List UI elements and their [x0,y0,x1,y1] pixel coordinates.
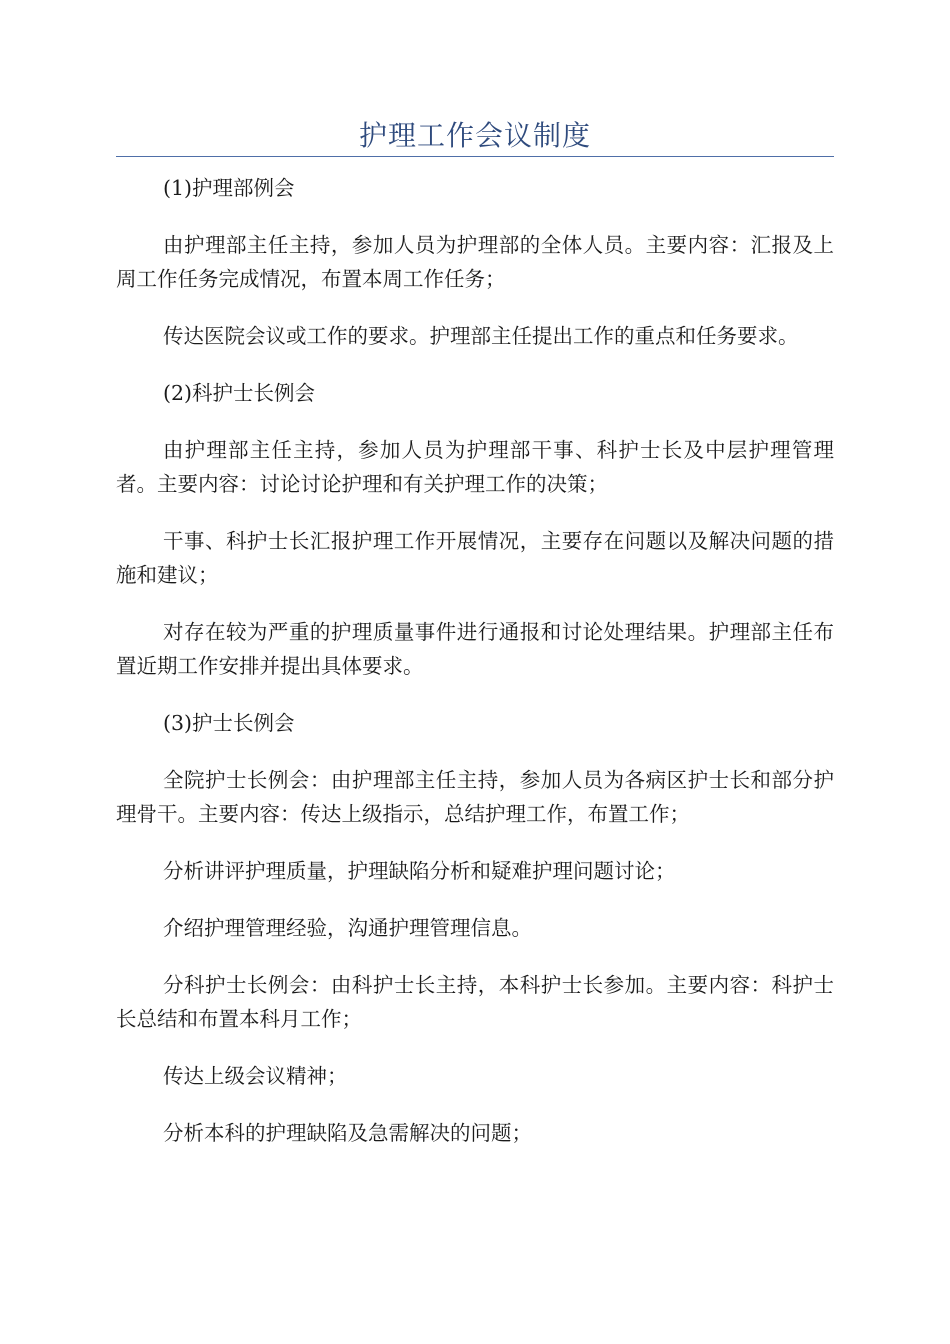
paragraph: 由护理部主任主持，参加人员为护理部干事、科护士长及中层护理管理者。主要内容：讨论讨论护理和有关护理工作的决策； [116,438,834,496]
paragraph: 分科护士长例会：由科护士长主持，本科护士长参加。主要内容：科护士长总结和布置本科月工作； [116,973,834,1031]
section-heading-3: (3)护士长例会 [163,711,295,735]
section-heading-1: (1)护理部例会 [163,176,295,200]
paragraph: 由护理部主任主持，参加人员为护理部的全体人员。主要内容：汇报及上周工作任务完成情况，布置本周工作任务； [116,233,834,291]
paragraph: 对存在较为严重的护理质量事件进行通报和讨论处理结果。护理部主任布置近期工作安排并提出具体要求。 [116,620,834,678]
paragraph: 全院护士长例会：由护理部主任主持，参加人员为各病区护士长和部分护理骨干。主要内容：传达上级指示，总结护理工作，布置工作； [116,768,834,826]
paragraph: 分析讲评护理质量，护理缺陷分析和疑难护理问题讨论； [163,859,676,883]
paragraph: 分析本科的护理缺陷及急需解决的问题； [163,1121,532,1145]
document-title: 护理工作会议制度 [358,119,591,152]
paragraph: 传达上级会议精神； [163,1064,348,1088]
paragraph: 干事、科护士长汇报护理工作开展情况，主要存在问题以及解决问题的措施和建议； [116,529,834,587]
paragraph: 介绍护理管理经验，沟通护理管理信息。 [163,916,532,940]
document-body [116,171,834,1150]
section-heading-2: (2)科护士长例会 [163,381,316,405]
paragraph: 传达医院会议或工作的要求。护理部主任提出工作的重点和任务要求。 [163,324,799,348]
document-page [116,0,834,1173]
title-underline [116,156,834,157]
